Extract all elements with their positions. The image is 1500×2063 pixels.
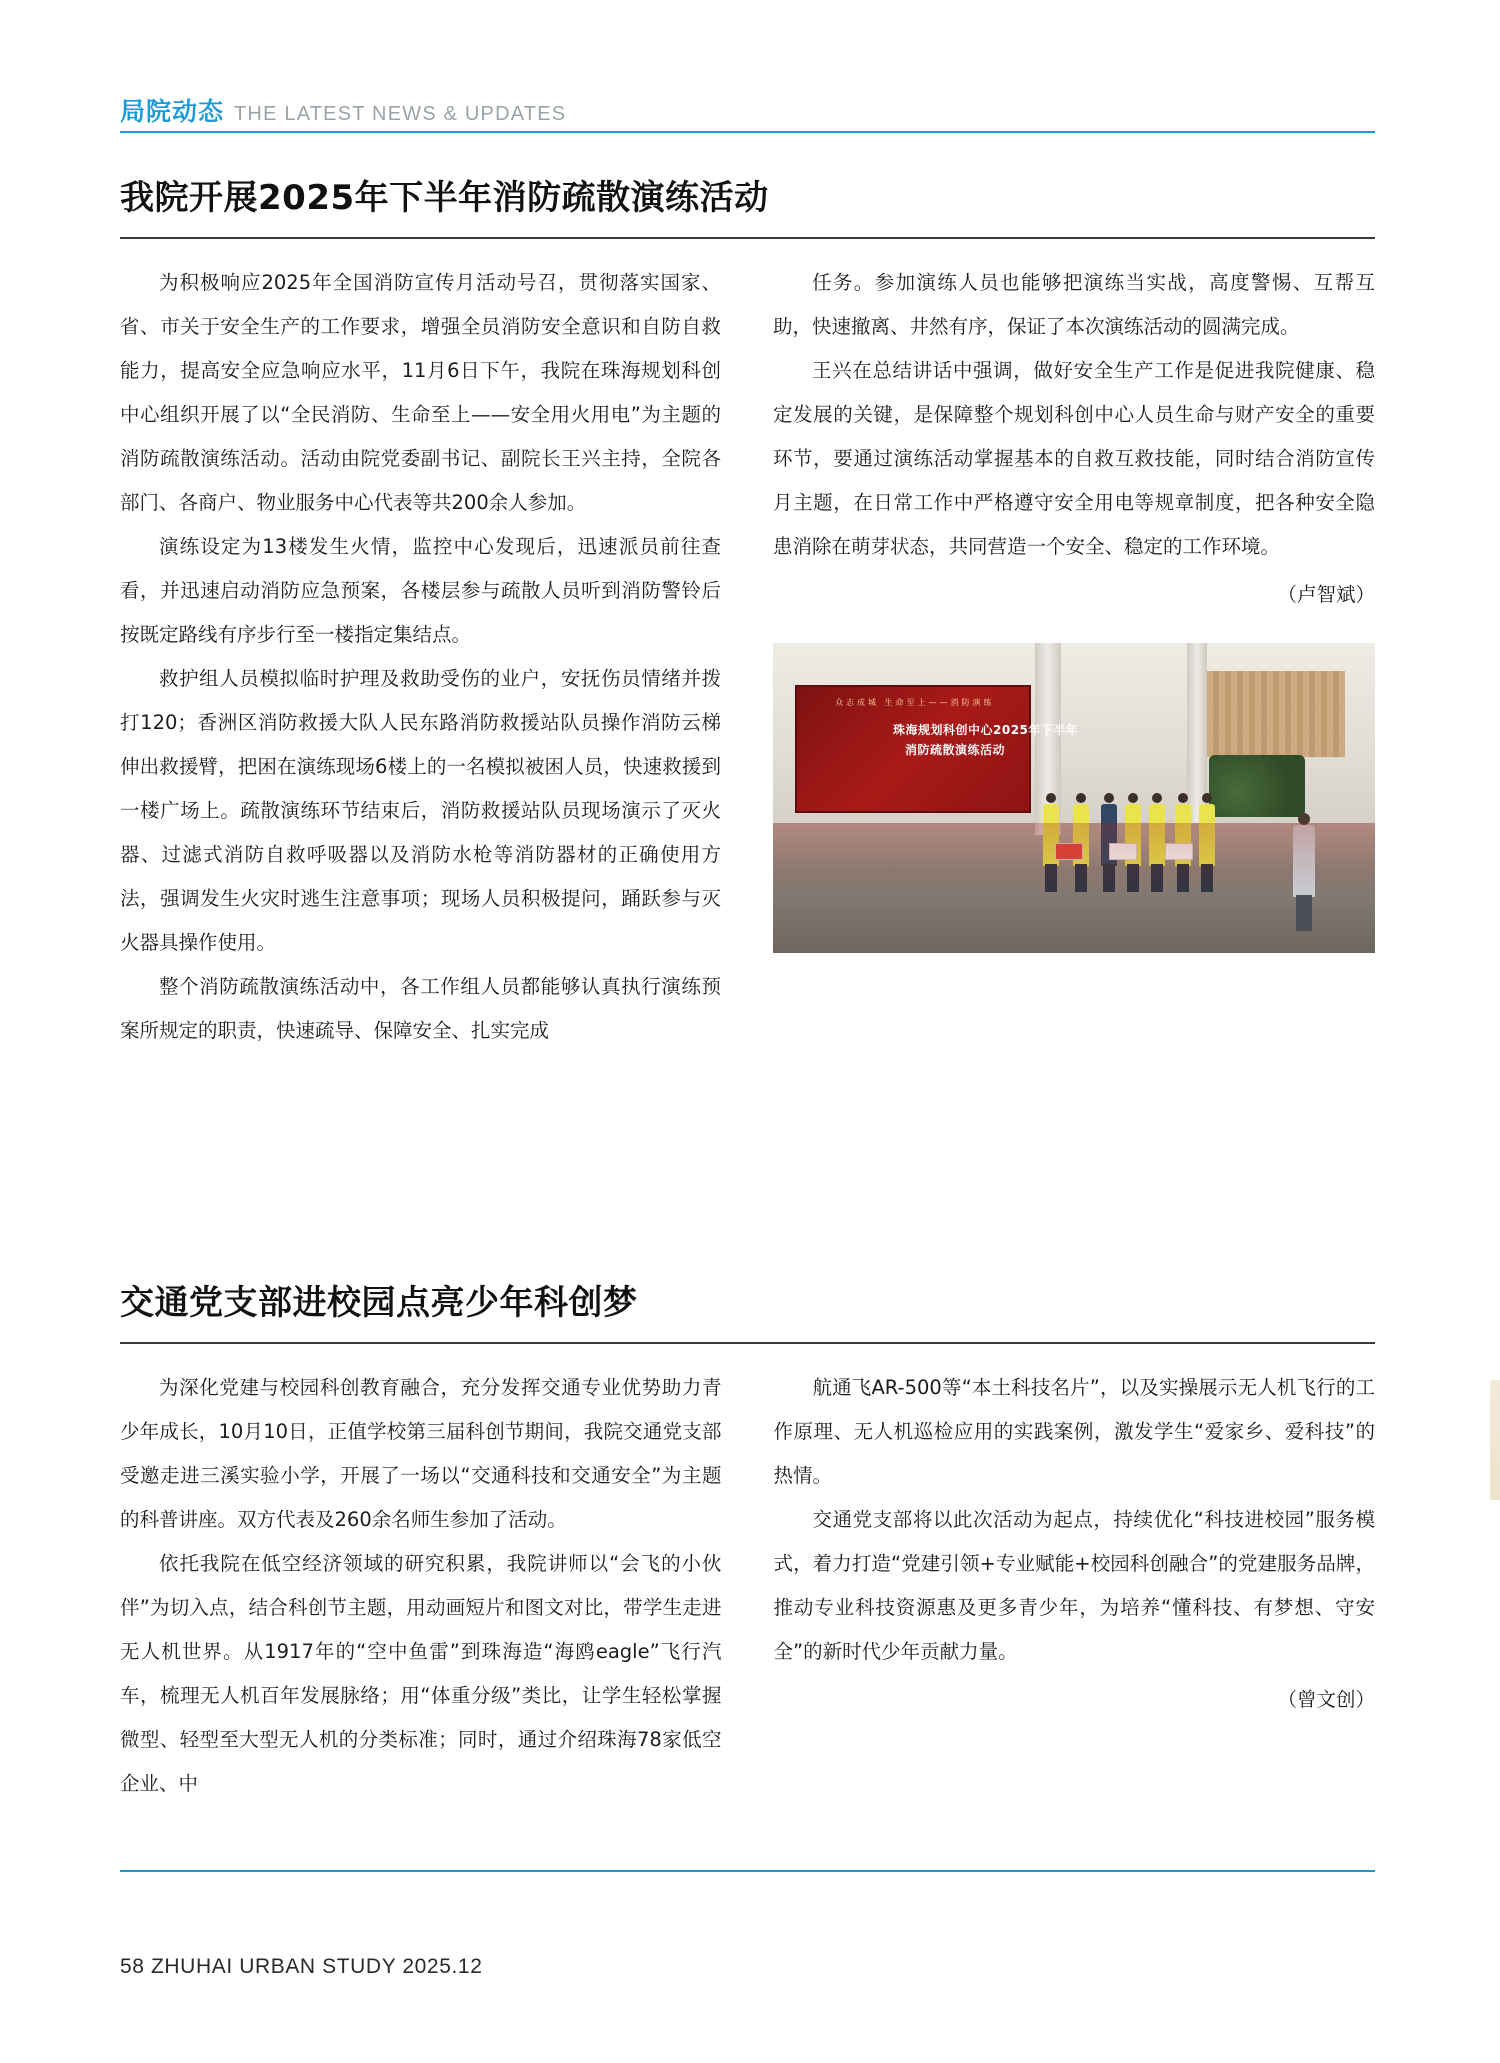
photo-person: [1199, 804, 1215, 866]
article-columns: [120, 261, 1375, 1053]
photo-group-sign: [1109, 843, 1137, 860]
article-title: 我院开展2025年下半年消防疏散演练活动: [120, 178, 769, 218]
article-column-left: [120, 1366, 722, 1806]
paragraph: 王兴在总结讲话中强调，做好安全生产工作是促进我院健康、稳定发展的关键，是保障整个规划科创中心人员生命与财产安全的重要环节，要通过演练活动掌握基本的自救互救技能，同时结合消防宣传月主题，在日常工作中严格遵守安全用电等规章制度，把各种安全隐患消除在萌芽状态，共同营造一个安全、稳定的工作环境。: [773, 359, 1375, 558]
paragraph: 救护组人员模拟临时护理及救助受伤的业户，安抚伤员情绪并拨打120；香洲区消防救援大队人民东路消防救援站队员操作消防云梯伸出救援臂，把困在演练现场6楼上的一名模拟被困人员，快速救援到一楼广场上。疏散演练环节结束后，消防救援站队员现场演示了灭火器、过滤式消防自救呼吸器以及消防水枪等消防器材的正确使用方法，强调发生火灾时逃生注意事项；现场人员积极提问，踊跃参与灭火器具操作使用。: [120, 667, 721, 954]
paragraph: 演练设定为13楼发生火情，监控中心发现后，迅速派员前往查看，并迅速启动消防应急预案，各楼层参与疏散人员听到消防警铃后按既定路线有序步行至一楼指定集结点。: [120, 535, 721, 646]
article-fire-drill: [120, 170, 1375, 1053]
article-column-left: [120, 261, 721, 1053]
article-byline: （曾文创）: [1277, 1688, 1375, 1711]
photo-screen-line2: 消防疏散演练活动: [905, 743, 1006, 757]
article-byline: （卢智斌）: [1277, 583, 1375, 606]
paragraph: 整个消防疏散演练活动中，各工作组人员都能够认真执行演练预案所规定的职责，快速疏导、保障安全、扎实完成: [120, 975, 721, 1042]
photo-led-screen: [795, 685, 1079, 813]
paragraph: 航通飞AR-500等“本土科技名片”，以及实操展示无人机飞行的工作原理、无人机巡检应用的实践案例，激发学生“爱家乡、爱科技”的热情。: [773, 1376, 1375, 1487]
page-footer: 58 ZHUHAI URBAN STUDY 2025.12: [120, 1955, 483, 1978]
article-title-divider: [120, 1342, 1375, 1344]
article-title: 交通党支部进校园点亮少年科创梦: [120, 1283, 638, 1323]
paragraph: 为积极响应2025年全国消防宣传月活动号召，贯彻落实国家、省、市关于安全生产的工作要求，增强全员消防安全意识和自防自救能力，提高安全应急响应水平，11月6日下午，我院在珠海规划科创中心组织开展了以“全民消防、生命至上——安全用火用电”为主题的消防疏散演练活动。活动由院党委副书记、副院长王兴主持，全院各部门、各商户、物业服务中心代表等共200余人参加。: [120, 271, 721, 514]
photo-plants: [1209, 755, 1305, 817]
photo-speaker: [1293, 825, 1315, 897]
photo-screen-top-text: 众志成城 生命至上——消防演练: [835, 698, 995, 707]
paragraph: 依托我院在低空经济领域的研究积累，我院讲师以“会飞的小伙伴”为切入点，结合科创节主题，用动画短片和图文对比，带学生走进无人机世界。从1917年的“空中鱼雷”到珠海造“海鸥eagle”飞行汽车，梳理无人机百年发展脉络；用“体重分级”类比，让学生轻松掌握微型、轻型至大型无人机的分类标准；同时，通过介绍珠海78家低空企业、中: [120, 1552, 722, 1795]
photo-screen-line1: 珠海规划科创中心2025年下半年: [893, 723, 1079, 737]
article-column-right: [774, 1366, 1376, 1806]
page-edge-mark: [1490, 1380, 1500, 1500]
page-header: [120, 92, 1375, 128]
article-title-divider: [120, 237, 1375, 239]
section-title-cn: 局院动态: [120, 98, 225, 126]
article-school-outreach: [120, 1275, 1375, 1806]
photo-wood-panel: [1207, 671, 1345, 757]
article-photo: [773, 643, 1375, 953]
photo-person: [1149, 804, 1165, 866]
article-column-right: [773, 261, 1375, 1053]
photo-group-sign: [1055, 843, 1083, 860]
article-columns: [120, 1366, 1375, 1806]
photo-group-sign: [1165, 843, 1193, 860]
section-title-en: THE LATEST NEWS & UPDATES: [234, 103, 567, 125]
footer-divider: [120, 1870, 1375, 1872]
paragraph: 任务。参加演练人员也能够把演练当实战，高度警惕、互帮互助，快速撤离、井然有序，保证了本次演练活动的圆满完成。: [773, 271, 1375, 338]
paragraph: 为深化党建与校园科创教育融合，充分发挥交通专业优势助力青少年成长，10月10日，正值学校第三届科创节期间，我院交通党支部受邀走进三溪实验小学，开展了一场以“交通科技和交通安全”为主题的科普讲座。双方代表及260余名师生参加了活动。: [120, 1376, 722, 1531]
paragraph: 交通党支部将以此次活动为起点，持续优化“科技进校园”服务模式，着力打造“党建引领+专业赋能+校园科创融合”的党建服务品牌，推动专业科技资源惠及更多青少年，为培养“懂科技、有梦想、守安全”的新时代少年贡献力量。: [773, 1508, 1375, 1663]
header-divider: [120, 131, 1375, 133]
